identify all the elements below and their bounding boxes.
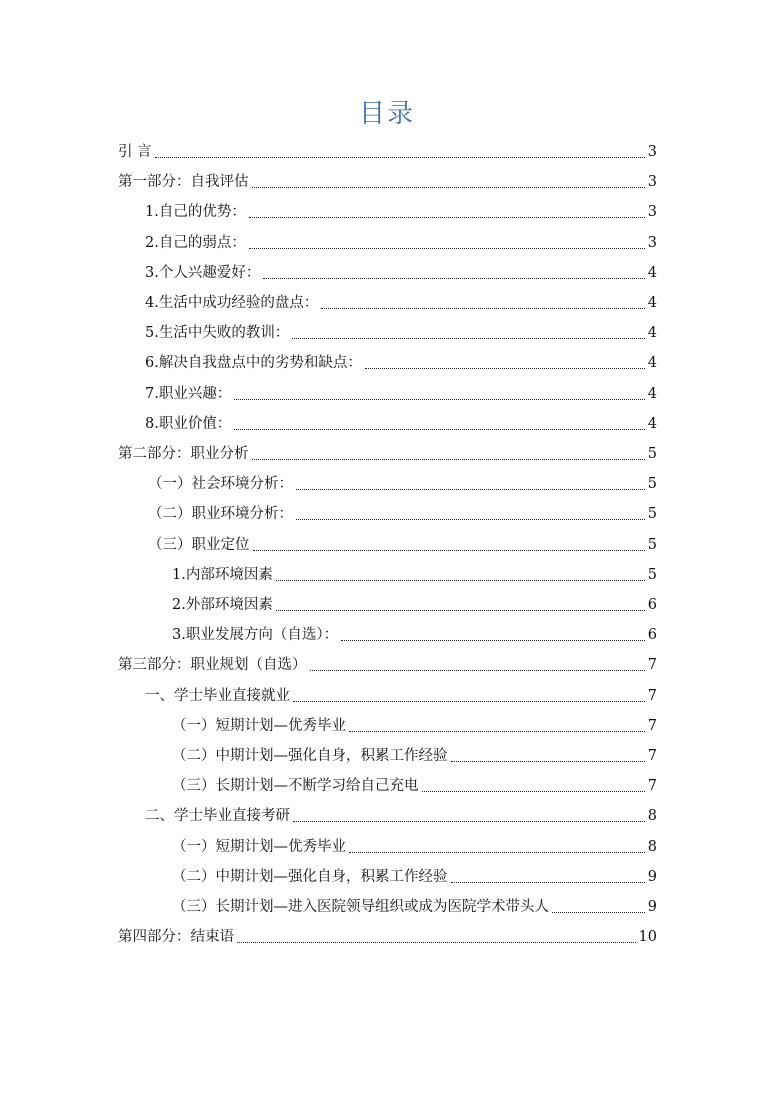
toc-leader-dots — [296, 519, 645, 520]
toc-entry[interactable] — [148, 503, 657, 525]
toc-page-number: 3 — [647, 204, 657, 221]
toc-entry-text: 二、学士毕业直接考研 — [145, 808, 290, 825]
toc-leader-dots — [276, 580, 645, 581]
toc-page-number: 7 — [647, 748, 657, 764]
toc-page-number: 8 — [647, 838, 657, 855]
toc-entry-text: （二）职业环境分析： — [148, 506, 293, 523]
toc-leader-dots — [252, 187, 645, 188]
toc-entry-text: 7.职业兴趣： — [145, 385, 232, 402]
toc-entry[interactable] — [145, 352, 657, 374]
toc-entry-text: 6.解决自我盘点中的劣势和缺点： — [145, 355, 362, 372]
toc-leader-dots — [234, 399, 644, 400]
toc-entry[interactable] — [172, 624, 657, 646]
toc-entry-text: （三）长期计划—不断学习给自己充电 — [172, 778, 419, 795]
toc-entry-text: （三）长期计划—进入医院领导组织或成为医院学术带头人 — [172, 899, 549, 915]
toc-entry-text: 2.外部环境因素 — [172, 597, 273, 613]
toc-leader-dots — [310, 670, 645, 671]
toc-entry-text: （一）社会环境分析： — [148, 476, 293, 493]
toc-entry-text: 5.生活中失败的教训： — [145, 325, 290, 342]
toc-page-number: 5 — [647, 536, 657, 553]
toc-entry[interactable] — [148, 534, 657, 556]
toc-page-number: 7 — [647, 657, 657, 674]
toc-entry[interactable] — [145, 201, 657, 223]
toc-leader-dots — [321, 308, 644, 309]
toc-leader-dots — [249, 217, 645, 218]
toc-entry[interactable] — [172, 745, 657, 767]
toc-leader-dots — [422, 791, 645, 792]
toc-leader-dots — [253, 550, 645, 551]
toc-page-number: 4 — [647, 385, 657, 402]
toc-page-number: 7 — [647, 717, 657, 734]
toc-page-number: 6 — [647, 597, 657, 613]
toc-entry-text: 2.自己的弱点： — [145, 234, 246, 251]
toc-leader-dots — [451, 882, 645, 883]
toc-leader-dots — [276, 610, 645, 611]
toc-page-number: 9 — [647, 899, 657, 915]
toc-entry-text: 第四部分：结束语 — [118, 929, 234, 946]
toc-leader-dots — [293, 821, 645, 822]
toc-entry-text: （一）短期计划—优秀毕业 — [172, 838, 346, 855]
toc-leader-dots — [365, 368, 645, 369]
toc-entry-text: （二）中期计划—强化自身，积累工作经验 — [172, 868, 448, 885]
toc-entry[interactable] — [145, 805, 657, 827]
toc-page-number: 9 — [647, 868, 657, 885]
toc-entry[interactable] — [145, 413, 657, 435]
toc-entry[interactable] — [145, 685, 657, 707]
toc-entry-text: 3.个人兴趣爱好： — [145, 264, 261, 281]
toc-entry[interactable] — [172, 564, 657, 586]
toc-page-number: 3 — [647, 144, 657, 160]
toc-leader-dots — [249, 248, 645, 249]
toc-entry[interactable] — [172, 594, 657, 616]
toc-entry-text: （二）中期计划—强化自身，积累工作经验 — [172, 748, 448, 764]
toc-leader-dots — [341, 640, 645, 641]
toc-page-number: 3 — [647, 234, 657, 251]
toc-entry[interactable] — [118, 171, 657, 193]
toc-leader-dots — [263, 278, 644, 279]
toc-page-number: 4 — [647, 355, 657, 372]
toc-entry-text: （一）短期计划—优秀毕业 — [172, 717, 346, 734]
toc-entry-text: （三）职业定位 — [148, 536, 250, 553]
toc-page-number: 7 — [647, 687, 657, 704]
toc-page-number: 5 — [647, 566, 657, 583]
toc-entry-text: 一、学士毕业直接就业 — [145, 687, 290, 704]
toc-entry[interactable] — [172, 866, 657, 888]
toc-entry[interactable] — [118, 141, 657, 163]
toc-entry-text: 第二部分：职业分析 — [118, 446, 249, 462]
toc-page-number: 10 — [638, 929, 657, 946]
toc-entry-text: 第三部分：职业规划（自选） — [118, 657, 307, 674]
toc-entry[interactable] — [145, 262, 657, 284]
toc-leader-dots — [296, 489, 645, 490]
toc-entry[interactable] — [172, 896, 657, 918]
toc-entry[interactable] — [118, 926, 657, 948]
toc-entry[interactable] — [145, 292, 657, 314]
toc-entry-text: 1.自己的优势： — [145, 204, 246, 221]
toc-entry-text: 引 言 — [118, 144, 152, 160]
toc-entry[interactable] — [145, 322, 657, 344]
toc-page-number: 5 — [647, 476, 657, 493]
toc-page-number: 6 — [647, 627, 657, 644]
toc-page-number: 5 — [647, 506, 657, 523]
toc-page-number: 5 — [647, 446, 657, 462]
toc-entry[interactable] — [118, 443, 657, 465]
toc-page-number: 7 — [647, 778, 657, 795]
toc-entry[interactable] — [172, 775, 657, 797]
toc-entry-text: 3.职业发展方向（自选）： — [172, 627, 339, 644]
toc-title: 目录 — [358, 99, 415, 129]
toc-page-number: 4 — [647, 415, 657, 432]
toc-leader-dots — [252, 459, 645, 460]
toc-entry[interactable] — [145, 383, 657, 405]
toc-entry[interactable] — [148, 473, 657, 495]
toc-entry[interactable] — [118, 654, 657, 676]
toc-leader-dots — [155, 157, 645, 158]
toc-entry[interactable] — [172, 836, 657, 858]
toc-leader-dots — [349, 731, 645, 732]
toc-entry[interactable] — [172, 715, 657, 737]
toc-page-number: 8 — [647, 808, 657, 825]
toc-leader-dots — [552, 912, 645, 913]
toc-page-number: 4 — [647, 264, 657, 281]
toc-entry-text: 8.职业价值： — [145, 415, 232, 432]
toc-leader-dots — [292, 338, 644, 339]
toc-page-number: 4 — [647, 295, 657, 311]
toc-page-number: 3 — [647, 174, 657, 191]
toc-entry-text: 4.生活中成功经验的盘点： — [145, 295, 319, 311]
toc-leader-dots — [349, 852, 645, 853]
toc-entry-text: 1.内部环境因素 — [172, 566, 273, 583]
toc-entry-text: 第一部分：自我评估 — [118, 174, 249, 191]
toc-page-number: 4 — [647, 325, 657, 342]
toc-leader-dots — [237, 942, 636, 943]
toc-leader-dots — [234, 429, 644, 430]
toc-leader-dots — [293, 701, 645, 702]
toc-leader-dots — [451, 761, 645, 762]
toc-entry[interactable] — [145, 232, 657, 254]
